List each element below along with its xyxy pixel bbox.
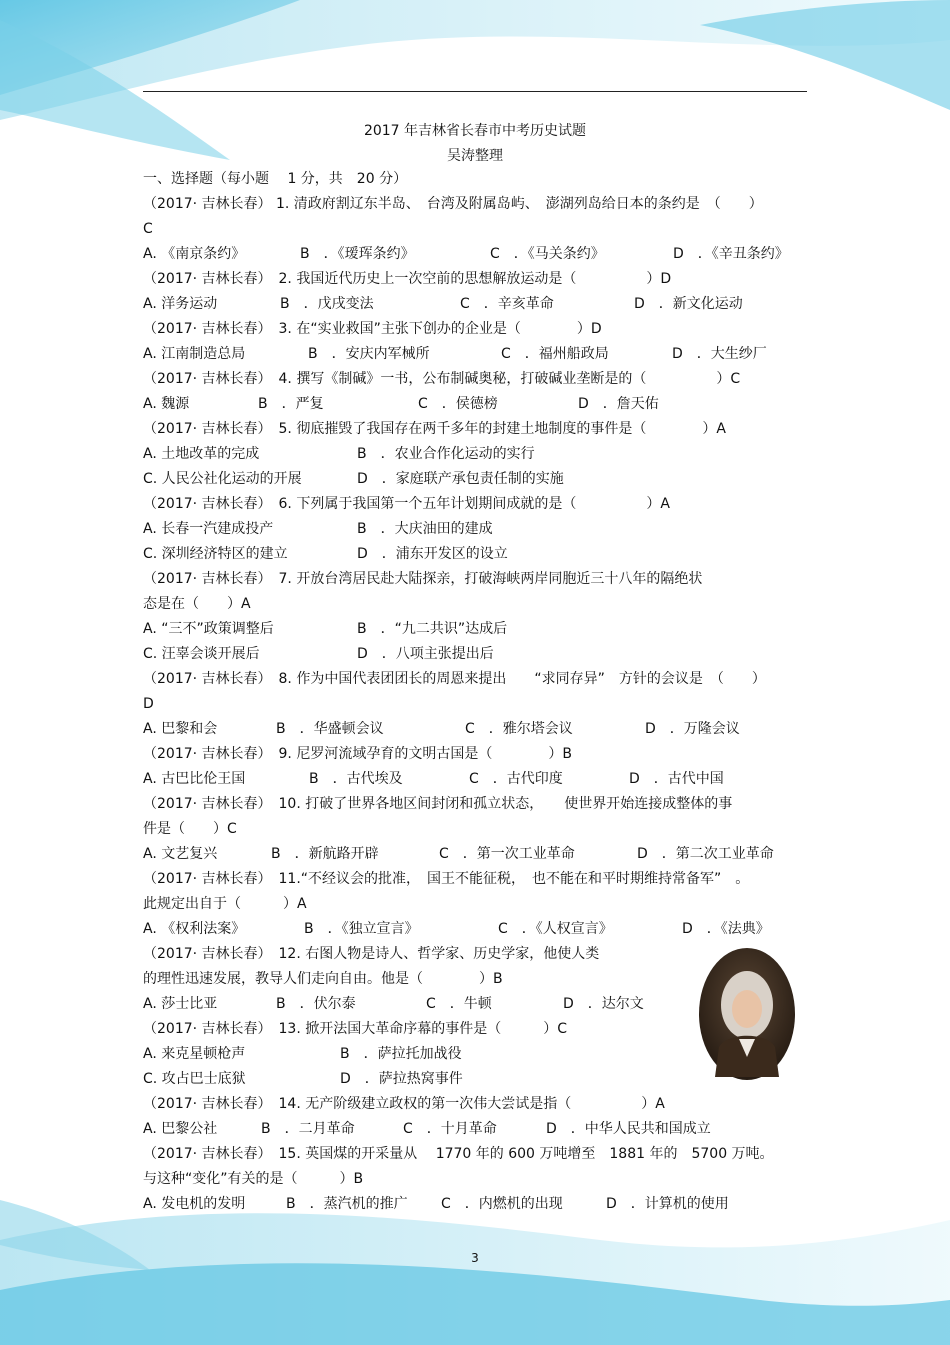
line-text: （2017· 吉林长春） 10. 打破了世界各地区间封闭和孤立状态， 使世界开始连接成整体的事 [143,796,733,812]
line-text: （2017· 吉林长春） 3. 在“实业救国”主张下创办的企业是（ ）D [143,321,602,337]
answer-option: D ．达尔文 [563,996,644,1012]
answer-option: B ．萨拉托加战役 [340,1046,462,1062]
line-text: （2017· 吉林长春） 15. 英国煤的开采量从 1770 年的 600 万吨增至 1881 年的 5700 万吨。 [143,1146,774,1162]
answer-option: C ．内燃机的出现 [441,1196,563,1212]
answer-option: B ．伏尔泰 [276,996,356,1012]
line-text: （2017· 吉林长春） 14. 无产阶级建立政权的第一次伟大尝试是指（ ）A [143,1096,665,1112]
answer-option: B ．严复 [258,396,324,412]
answer-option: B ．新航路开辟 [271,846,379,862]
answer-option: C. 攻占巴士底狱 [143,1071,246,1087]
line-text: （2017· 吉林长春） 12. 右图人物是诗人、哲学家、历史学家，他使人类 [143,946,600,962]
line-text: 态是在（ ）A [143,596,251,612]
answer-option: A. 《权利法案》 [143,921,246,937]
answer-option: C. 深圳经济特区的建立 [143,546,288,562]
line-text: 此规定出自于（ ）A [143,896,307,912]
author-line: 吴涛整理 [447,148,503,164]
answer-option: B ．“九二共识”达成后 [357,621,508,637]
answer-option: C ．辛亥革命 [460,296,554,312]
answer-option: A. “三不”政策调整后 [143,621,274,637]
answer-option: C. 人民公社化运动的开展 [143,471,302,487]
answer-option: C ．福州船政局 [501,346,609,362]
line-text: （2017· 吉林长春） 5. 彻底摧毁了我国存在两千多年的封建土地制度的事件是（ ）A [143,421,726,437]
answer-option: A. 来克星顿枪声 [143,1046,246,1062]
header-rule [143,91,807,92]
answer-option: B ．华盛顿会议 [276,721,384,737]
line-text: （2017· 吉林长春） 1. 清政府割辽东半岛、 台湾及附属岛屿、 澎湖列岛给日本的条约是 （ ） [143,196,763,212]
answer-option: C ．《人权宣言》 [498,921,613,937]
answer-option: D ．古代中国 [629,771,724,787]
answer-option: A. 巴黎和会 [143,721,218,737]
answer-option: B ．《瑷珲条约》 [300,246,415,262]
line-text: 与这种“变化”有关的是（ ）B [143,1171,364,1187]
answer-option: C ．十月革命 [403,1121,497,1137]
answer-option: C ．雅尔塔会议 [465,721,573,737]
exam-title: 2017 年吉林省长春市中考历史试题 [363,123,587,139]
answer-option: D ．詹天佑 [578,396,659,412]
answer-option: B ．戊戌变法 [280,296,374,312]
line-text: （2017· 吉林长春） 7. 开放台湾居民赴大陆探亲，打破海峡两岸同胞近三十八年的隔绝状 [143,571,703,587]
page-number: 3 [471,1251,479,1265]
answer-option: D ．大生纱厂 [672,346,767,362]
line-text: D [143,696,154,712]
answer-option: A. 发电机的发明 [143,1196,246,1212]
answer-option: A. 古巴比伦王国 [143,771,246,787]
answer-option: A. 魏源 [143,396,190,412]
answer-option: C ．牛顿 [426,996,492,1012]
answer-option: B ．安庆内军械所 [308,346,430,362]
answer-option: A. 莎士比亚 [143,996,218,1012]
answer-option: B ．农业合作化运动的实行 [357,446,535,462]
answer-option: C ．第一次工业革命 [439,846,575,862]
voltaire-portrait-image [697,947,797,1082]
line-text: （2017· 吉林长春） 9. 尼罗河流域孕育的文明古国是（ ）B [143,746,572,762]
answer-option: D ．家庭联产承包责任制的实施 [357,471,564,487]
answer-option: D ．中华人民共和国成立 [546,1121,711,1137]
answer-option: A. 《南京条约》 [143,246,246,262]
answer-option: C ．《马关条约》 [490,246,605,262]
answer-option: C ．古代印度 [469,771,563,787]
answer-option: A. 江南制造总局 [143,346,246,362]
answer-option: C ．侯德榜 [418,396,498,412]
line-text: C [143,221,153,237]
answer-option: D ．计算机的使用 [606,1196,729,1212]
line-text: （2017· 吉林长春） 4. 撰写《制碱》一书，公布制碱奥秘，打破碱业垄断是的（ ）C [143,371,741,387]
answer-option: D ．《辛丑条约》 [673,246,789,262]
section-heading: 一、选择题（每小题 1 分，共 20 分） [143,171,408,187]
answer-option: A. 土地改革的完成 [143,446,260,462]
answer-option: B ．二月革命 [261,1121,355,1137]
answer-option: A. 文艺复兴 [143,846,218,862]
answer-option: B ．大庆油田的建成 [357,521,493,537]
answer-option: C. 汪辜会谈开展后 [143,646,260,662]
line-text: （2017· 吉林长春） 6. 下列属于我国第一个五年计划期间成就的是（ ）A [143,496,670,512]
answer-option: D ．八项主张提出后 [357,646,494,662]
line-text: （2017· 吉林长春） 13. 掀开法国大革命序幕的事件是（ ）C [143,1021,568,1037]
line-text: （2017· 吉林长春） 11.“不经议会的批准， 国王不能征税， 也不能在和平时期维持常备军” 。 [143,871,750,887]
answer-option: D ．浦东开发区的设立 [357,546,508,562]
answer-option: B ．《独立宣言》 [304,921,419,937]
answer-option: D ．《法典》 [682,921,770,937]
line-text: （2017· 吉林长春） 2. 我国近代历史上一次空前的思想解放运动是（ ）D [143,271,672,287]
line-text: （2017· 吉林长春） 8. 作为中国代表团团长的周恩来提出 “求同存异” 方针的会议是 （ ） [143,671,766,687]
answer-option: D ．萨拉热窝事件 [340,1071,463,1087]
line-text: 件是（ ）C [143,821,237,837]
answer-option: D ．万隆会议 [645,721,740,737]
answer-option: B ．蒸汽机的推广 [286,1196,408,1212]
line-text: 的理性迅速发展，教导人们走向自由。他是（ ）B [143,971,503,987]
answer-option: A. 洋务运动 [143,296,218,312]
answer-option: D ．第二次工业革命 [637,846,774,862]
answer-option: B ．古代埃及 [309,771,403,787]
answer-option: A. 长春一汽建成投产 [143,521,274,537]
answer-option: A. 巴黎公社 [143,1121,218,1137]
answer-option: D ．新文化运动 [634,296,743,312]
